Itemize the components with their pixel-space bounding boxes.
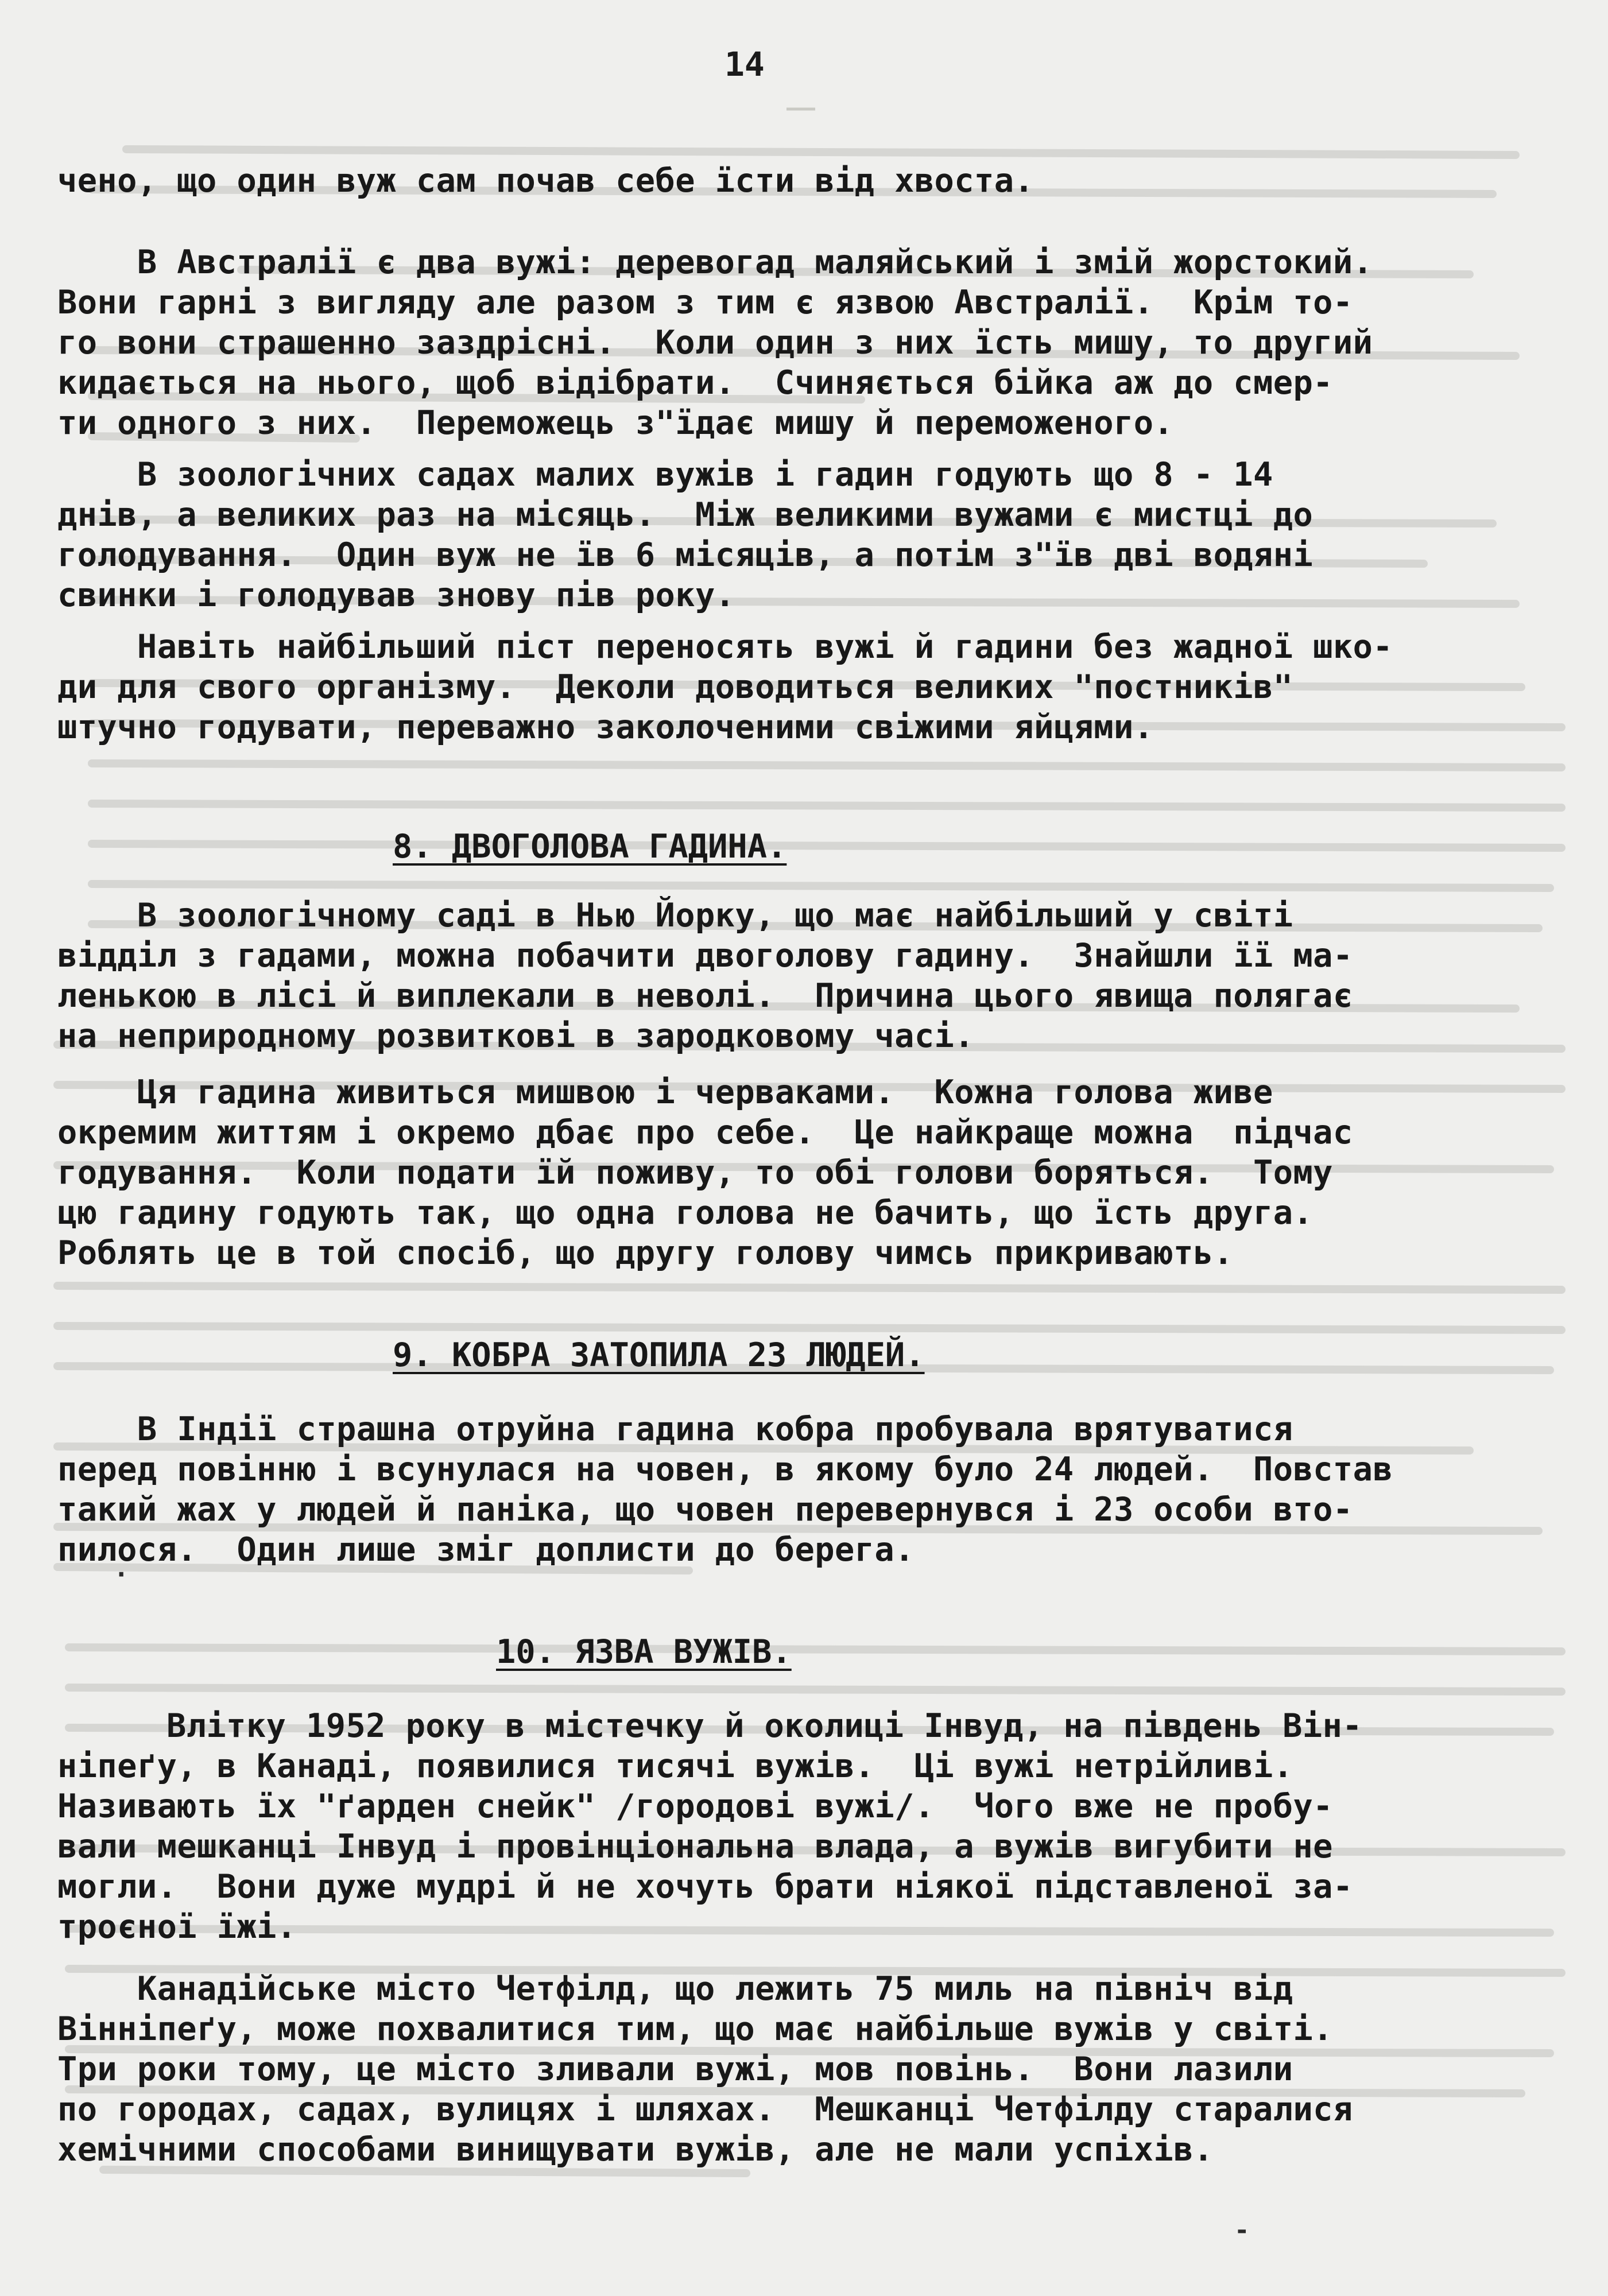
text-line: на неприродному розвиткові в зародковому часі. bbox=[57, 1017, 974, 1055]
text-line: Роблять це в той спосіб, що другу голову чимсь прикривають. bbox=[57, 1234, 1234, 1272]
text-line: свинки і голодував знову пів року. bbox=[57, 576, 735, 614]
text-line: чено, що один вуж сам почав себе їсти від хвоста. bbox=[57, 162, 1034, 200]
stray-mark: - bbox=[1234, 2216, 1250, 2245]
text-line: ди для свого організму. Деколи доводиться великих "постників" bbox=[57, 668, 1293, 706]
text-line: годування. Коли подати їй поживу, то обі голови боряться. Тому bbox=[57, 1154, 1333, 1192]
text-line: В зоологічному саді в Нью Йорку, що має найбільший у світі bbox=[57, 897, 1293, 934]
text-line: В зоологічних садах малих вужів і гадин годують що 8 - 14 bbox=[57, 456, 1273, 494]
text-line: днів, а великих раз на місяць. Між великими вужами є мистці до bbox=[57, 496, 1313, 534]
section-heading-8: 8. ДВОГОЛОВА ГАДИНА. bbox=[393, 828, 787, 866]
text-line: ти одного з них. Переможець з"їдає мишу й переможеного. bbox=[57, 404, 1174, 442]
text-line: го вони страшенно заздрісні. Коли один з них їсть мишу, то другий bbox=[57, 324, 1373, 362]
text-line: штучно годувати, переважно заколоченими свіжими яйцями. bbox=[57, 708, 1154, 746]
page-number: 14 bbox=[724, 45, 765, 84]
text-line: цю гадину годують так, що одна голова не бачить, що їсть друга. bbox=[57, 1194, 1313, 1232]
stray-mark: · bbox=[114, 1560, 129, 1589]
text-line: вали мешканці Інвуд і провінціональна влада, а вужів вигубити не bbox=[57, 1828, 1333, 1865]
text-line: Канадійське місто Четфілд, що лежить 75 миль на північ від bbox=[57, 1970, 1293, 2008]
text-line: Ця гадина живиться мишвою і черваками. Кожна голова живе bbox=[57, 1073, 1273, 1111]
text-line: перед повінню і всунулася на човен, в якому було 24 людей. Повстав bbox=[57, 1450, 1393, 1488]
text-line: Влітку 1952 року в містечку й околиці Інвуд, на південь Він- bbox=[166, 1707, 1363, 1745]
text-line: В Індії страшна отруйна гадина кобра пробувала врятуватися bbox=[57, 1410, 1293, 1448]
text-line: троєної їжі. bbox=[57, 1908, 297, 1946]
text-line: Три роки тому, це місто зливали вужі, мов повінь. Вони лазили bbox=[57, 2050, 1293, 2088]
text-line: В Австралії є два вужі: деревогад маляйський і змій жорстокий. bbox=[57, 243, 1373, 281]
text-line: ленькою в лісі й виплекали в неволі. Причина цього явища полягає bbox=[57, 977, 1353, 1015]
text-line: кидається на нього, щоб відібрати. Счиняється бійка аж до смер- bbox=[57, 364, 1333, 402]
text-line: ніпеґу, в Канаді, появилися тисячі вужів. Ці вужі нетрійливі. bbox=[57, 1747, 1293, 1785]
text-line: окремим життям і окремо дбає про себе. Це найкраще можна підчас bbox=[57, 1114, 1353, 1151]
text-line: Називають їх "ґарден снейк" /городові вужі/. Чого вже не пробу- bbox=[57, 1787, 1333, 1825]
text-line: Вінніпеґу, може похвалитися тим, що має найбільше вужів у світі. bbox=[57, 2010, 1333, 2048]
text-line: Навіть найбільший піст переносять вужі й гадини без жадної шко- bbox=[57, 628, 1393, 666]
text-line: по городах, садах, вулицях і шляхах. Мешканці Четфілду старалися bbox=[57, 2091, 1353, 2128]
text-line: Вони гарні з вигляду але разом з тим є язвою Австралії. Крім то- bbox=[57, 284, 1353, 321]
text-line: хемічними способами винищувати вужів, але не мали успіхів. bbox=[57, 2131, 1214, 2169]
section-heading-9: 9. КОБРА ЗАТОПИЛА 23 ЛЮДЕЙ. bbox=[393, 1336, 925, 1374]
text-line: відділ з гадами, можна побачити двоголову гадину. Знайшли її ма- bbox=[57, 937, 1353, 975]
text-line: голодування. Один вуж не їв 6 місяців, а потім з"їв дві водяні bbox=[57, 536, 1313, 574]
text-line: такий жах у людей й паніка, що човен перевернувся і 23 особи вто- bbox=[57, 1491, 1353, 1529]
section-heading-10: 10. ЯЗВА ВУЖІВ. bbox=[496, 1633, 792, 1671]
text-line: пилося. Один лише зміг доплисти до берега. bbox=[57, 1531, 915, 1569]
text-line: могли. Вони дуже мудрі й не хочуть брати ніякої підставленої за- bbox=[57, 1868, 1353, 1906]
